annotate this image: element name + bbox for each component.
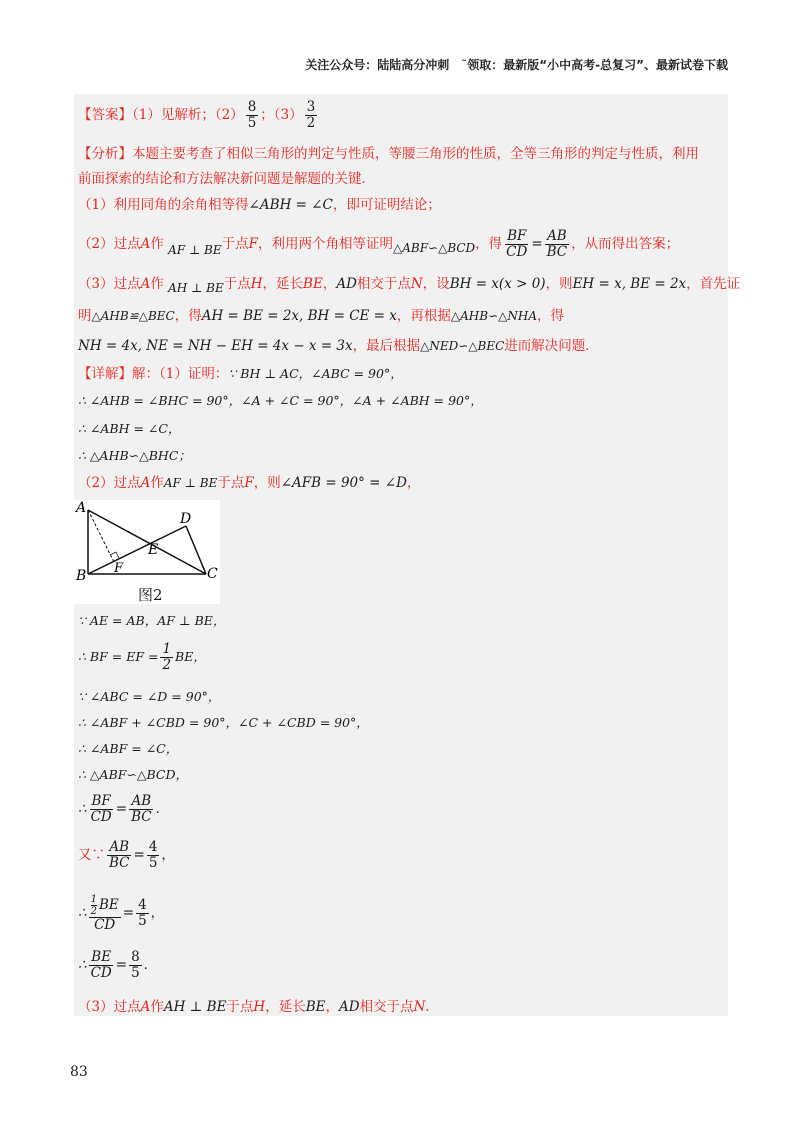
proof-line-8: 又∵ $\frac{AB}{BC}$ = $\frac{4}{5}$ ， [78, 839, 175, 871]
proof-line-9: ∴ 1 2 BE CD = $\frac{4}{5}$ ， [78, 894, 165, 933]
page-header: 关注公众号：陆陆高分冲刺 ˜领取：最新版“小中高考-总复习”、最新试卷下载 [305, 58, 728, 72]
answer-fraction-1: $\frac{8}{5}$ [247, 99, 257, 131]
answer-text: ；（3） [260, 107, 303, 123]
answer-text: （1）见解析；（2） [132, 107, 244, 123]
analysis-step-1: （1）利用同角的余角相等得∠ABH = ∠C，即可证明结论； [78, 197, 441, 213]
label-F: F [114, 561, 124, 576]
proof-line-10: ∴ $\frac{BE}{CD}$ = $\frac{8}{5}$ ． [78, 949, 158, 981]
answer-tag: 【答案】 [78, 107, 132, 123]
answer-line [78, 98, 319, 132]
analysis-step-3: （3）过点A作 AH ⊥ BE于点H，延长BE，AD相交于点N，设BH = x(x > 0)，则EH = x, BE = 2x，首先证 [78, 276, 741, 295]
proof-line-1: ∵ AE = AB，AF ⊥ BE， [78, 613, 226, 628]
detail-line-4: ∴ △AHB∽△BHC； [78, 448, 191, 463]
detail-line-5: （2）过点A作AF ⊥ BE于点F，则∠AFB = 90° = ∠D， [78, 475, 421, 491]
answer-fraction-2: $\frac{3}{2}$ [306, 99, 316, 131]
label-C: C [207, 566, 218, 582]
segment-DC [186, 526, 206, 574]
proof-line-6: ∴ △ABF∽△BCD， [78, 767, 189, 782]
analysis-line-2: 前面探索的结论和方法解决新问题是解题的关键． [78, 171, 375, 187]
label-E: E [148, 542, 159, 558]
figure-caption: 图2 [138, 586, 163, 604]
label-B: B [76, 568, 87, 584]
segment-BD [88, 526, 186, 574]
proof-line-7: ∴ $\frac{BF}{CD}$ = $\frac{AB}{BC}$ ． [78, 793, 170, 825]
detail-line-3: ∴ ∠ABH = ∠C， [78, 421, 181, 436]
analysis-step-3-end: NH = 4x, NE = NH − EH = 4x − x = 3x，最后根据△NED∽△BEC进而解决问题． [78, 338, 599, 354]
proof-line-5: ∴ ∠ABF = ∠C， [78, 741, 179, 756]
analysis-line-1: 【分析】本题主要考查了相似三角形的判定与性质，等腰三角形的性质，全等三角形的判定与性质，利用 [78, 146, 699, 162]
detail-line-1: 【详解】解：（1）证明：∵ BH ⊥ AC，∠ABC = 90°， [78, 366, 403, 382]
label-D: D [180, 511, 192, 527]
proof-line-4: ∴ ∠ABF + ∠CBD = 90°，∠C + ∠CBD = 90°， [78, 715, 369, 730]
proof-line-2: ∴ BF = EF = $\frac{1}{2}$ BE， [78, 641, 206, 673]
detail-line-2: ∴ ∠AHB = ∠BHC = 90°，∠A + ∠C = 90°，∠A + ∠ABH = 90°， [78, 393, 483, 408]
analysis-step-2: （2）过点A作 AF ⊥ BE于点F，利用两个角相等证明△ABF∽△BCD，得 $\frac{BF}{CD}$ = $\frac{AB}{BC}$ ，从而得出答案； [78, 228, 680, 260]
analysis-step-3-cont: 明△AHB≌△BEC，得AH = BE = 2x, BH = CE = x，再根据△AHB∽△NHA，得 [78, 308, 564, 324]
page-number: 83 [70, 1064, 88, 1080]
label-A: A [76, 500, 87, 516]
proof-line-3: ∵ ∠ABC = ∠D = 90°， [78, 689, 221, 704]
proof-line-11: （3）过点A作AH ⊥ BE于点H，延长BE，AD相交于点N． [78, 999, 439, 1015]
